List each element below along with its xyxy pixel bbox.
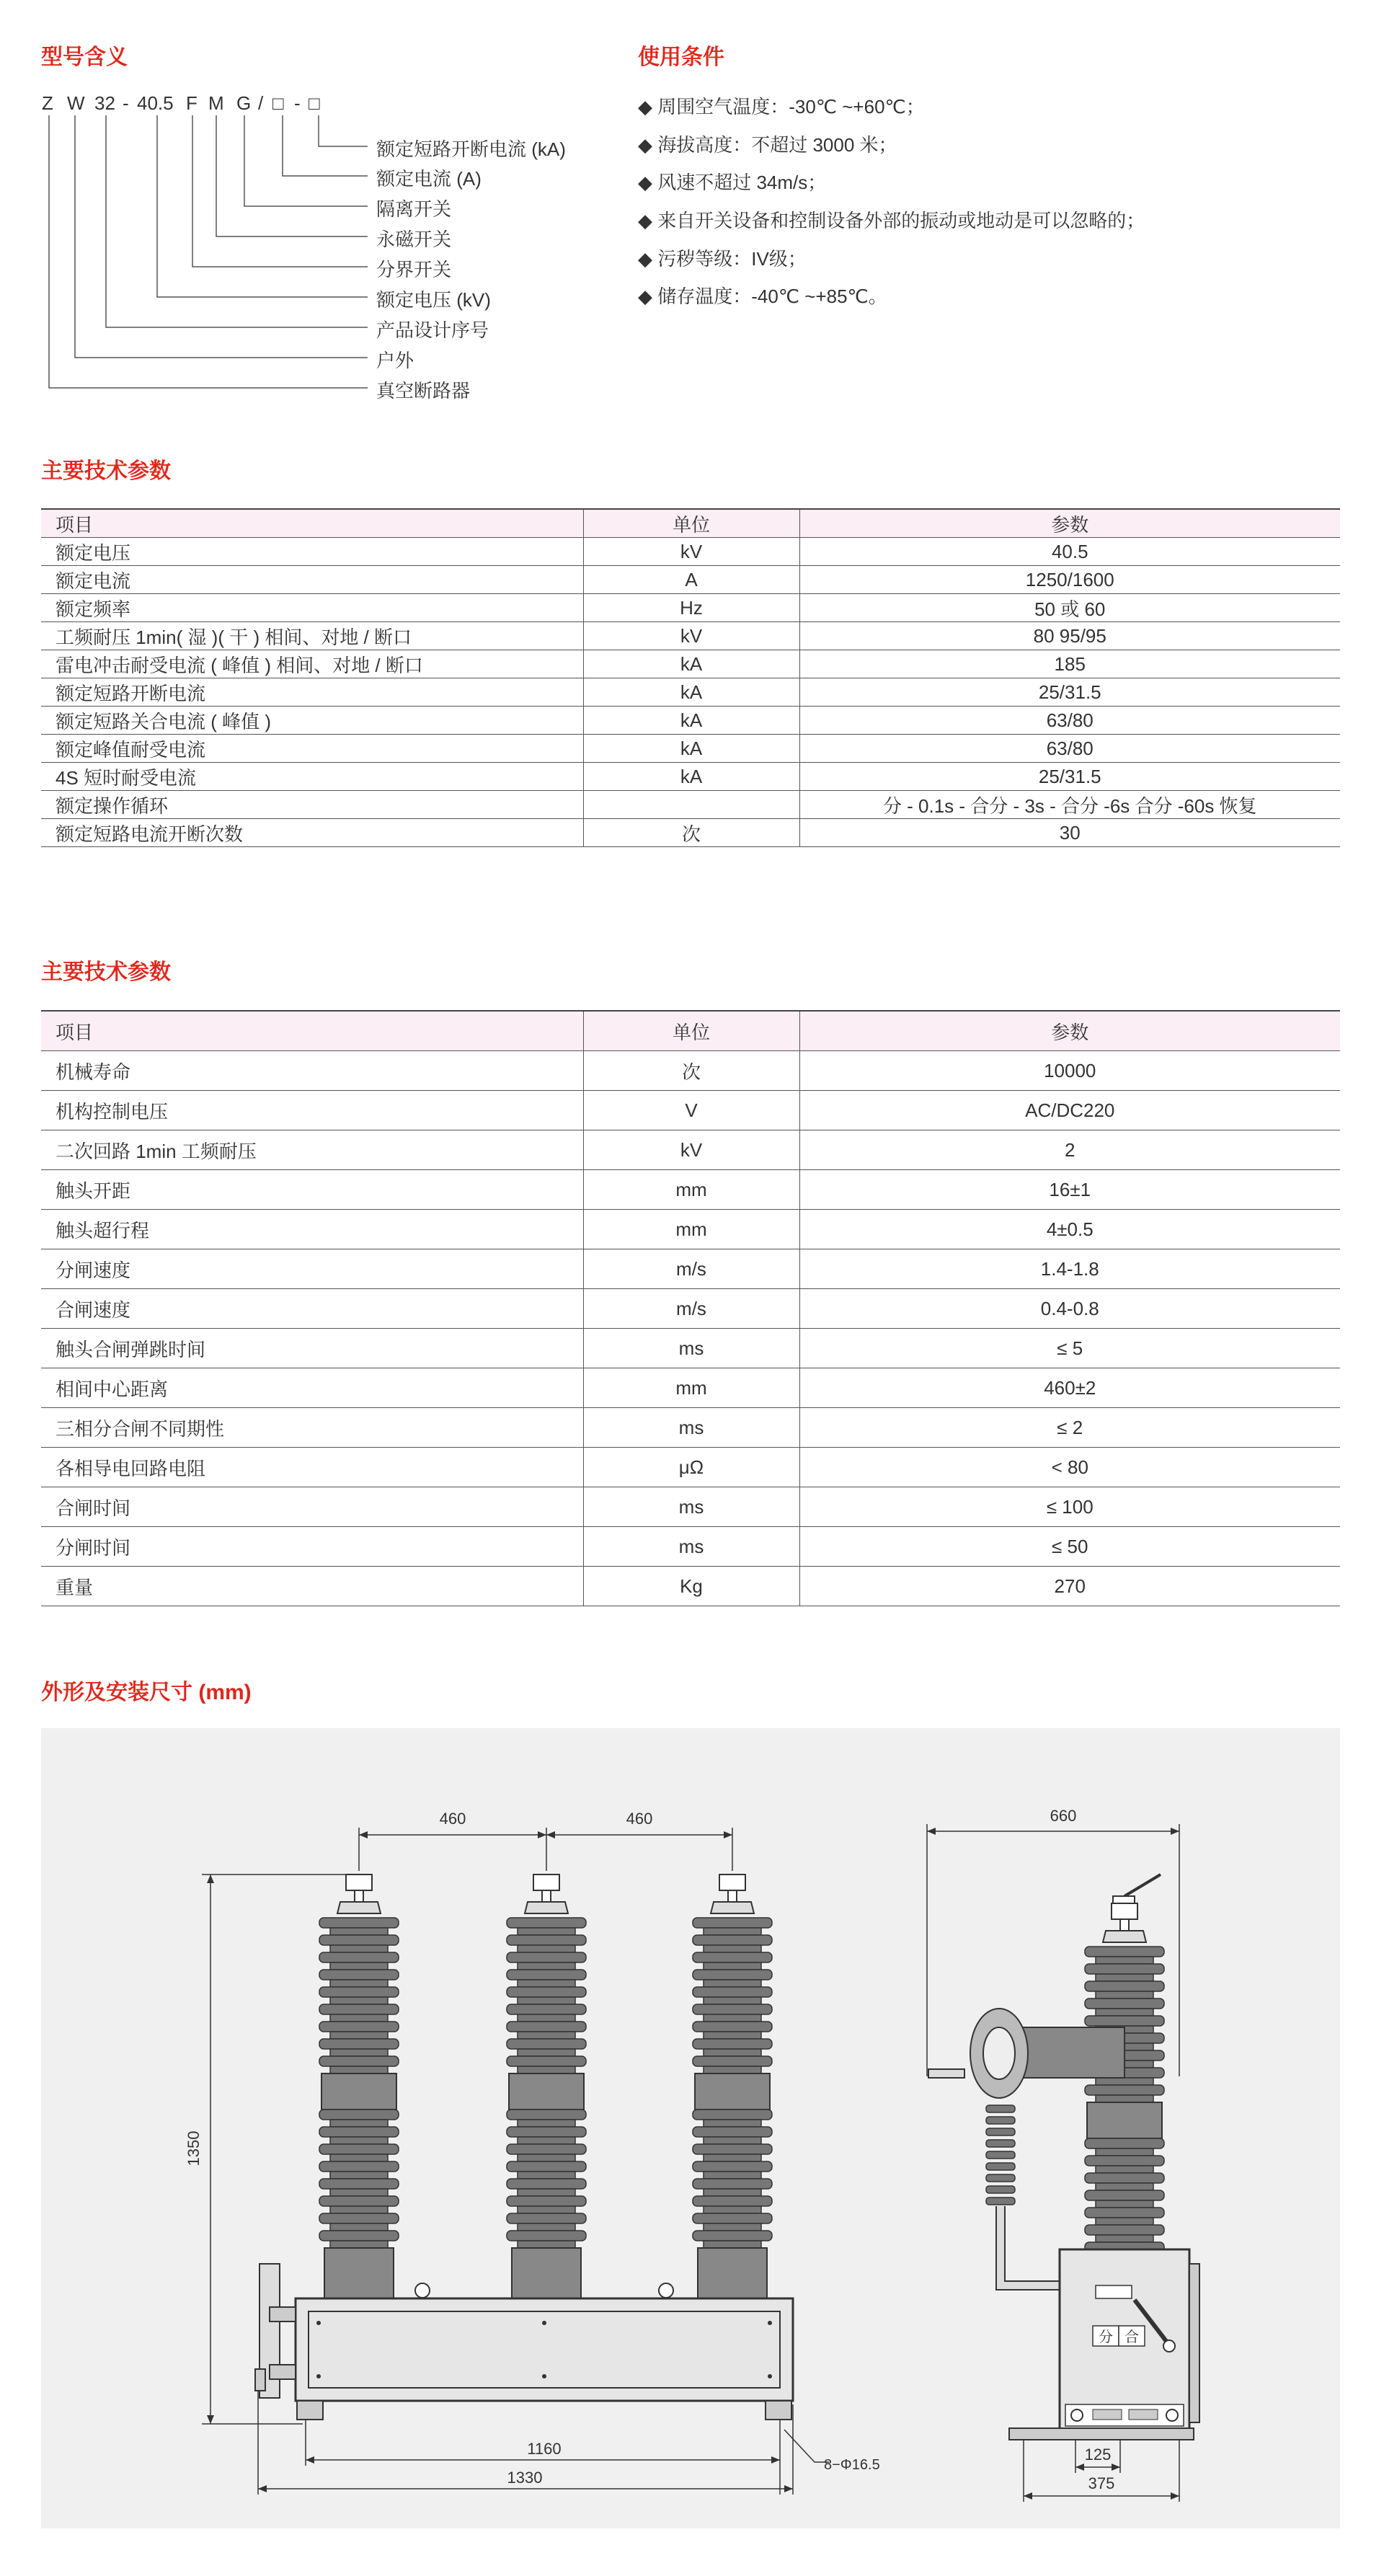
table-cell: 合闸速度 <box>41 1289 583 1329</box>
table-cell: 1250/1600 <box>799 566 1340 594</box>
table-cell: 25/31.5 <box>799 763 1340 791</box>
table-cell: 270 <box>799 1567 1340 1606</box>
table1-title: 主要技术参数 <box>41 459 171 483</box>
table-header-cell: 项目 <box>41 1011 583 1051</box>
code-char: □ <box>272 92 284 114</box>
insulator-pole <box>693 1875 772 2298</box>
table-cell: 30 <box>799 819 1340 847</box>
table-cell: mm <box>583 1368 799 1408</box>
table-cell: < 80 <box>799 1448 1340 1487</box>
table-cell: 4±0.5 <box>799 1210 1340 1249</box>
dim-overall-width: 1330 <box>507 2469 543 2487</box>
table-cell: 雷电冲击耐受电流 ( 峰值 ) 相间、对地 / 断口 <box>41 650 583 678</box>
table-cell: AC/DC220 <box>799 1091 1340 1130</box>
condition-item: ◆ 污秽等级：IV级； <box>638 248 807 270</box>
dim-phase-spacing-2: 460 <box>626 1810 653 1828</box>
table-cell: 触头开距 <box>41 1170 583 1210</box>
model-section-title: 型号含义 <box>41 45 128 69</box>
table-cell: 分闸速度 <box>41 1249 583 1289</box>
table-cell: 4S 短时耐受电流 <box>41 763 583 791</box>
table-cell: kA <box>583 735 799 763</box>
table-cell: 相间中心距离 <box>41 1368 583 1408</box>
table-cell: 16±1 <box>799 1170 1340 1210</box>
conditions-section-title: 使用条件 <box>638 45 724 69</box>
table-cell: kA <box>583 707 799 735</box>
table-cell: kV <box>583 1130 799 1170</box>
meaning-item: 真空断路器 <box>376 380 471 402</box>
bullet-icon: ◆ <box>638 134 652 156</box>
table-cell: 次 <box>583 1051 799 1091</box>
table-cell: m/s <box>583 1289 799 1329</box>
table-cell: 63/80 <box>799 735 1340 763</box>
mechanism-box <box>296 2298 793 2401</box>
table2-title: 主要技术参数 <box>41 960 171 984</box>
table-cell: m/s <box>583 1249 799 1289</box>
insulator-pole <box>507 1875 586 2298</box>
table-cell: 次 <box>583 819 799 847</box>
table-cell: 25/31.5 <box>799 678 1340 707</box>
code-char: G <box>236 92 252 114</box>
table-cell: 分 - 0.1s - 合分 - 3s - 合分 -6s 合分 -60s 恢复 <box>799 791 1340 819</box>
table-header-cell: 单位 <box>583 1011 799 1051</box>
table-cell: 额定电流 <box>41 566 583 594</box>
bullet-icon: ◆ <box>638 172 652 193</box>
meaning-item: 产品设计序号 <box>376 319 489 341</box>
table-cell: kA <box>583 763 799 791</box>
table-cell: 185 <box>799 650 1340 678</box>
table-header-cell: 项目 <box>41 509 583 538</box>
table-cell: 触头超行程 <box>41 1210 583 1249</box>
meaning-item: 额定电流 (A) <box>376 168 482 190</box>
table-cell: 50 或 60 <box>799 594 1340 622</box>
table-cell: kV <box>583 538 799 566</box>
table-cell: 三相分合闸不同期性 <box>41 1408 583 1448</box>
table-cell: 额定电压 <box>41 538 583 566</box>
code-char: W <box>67 92 85 114</box>
code-char: M <box>208 92 224 114</box>
code-char: / <box>258 92 264 114</box>
bullet-icon: ◆ <box>638 248 652 270</box>
table-cell: ≤ 5 <box>799 1329 1340 1368</box>
dim-side-a: 125 <box>1084 2446 1112 2464</box>
table-cell: 1.4-1.8 <box>799 1249 1340 1289</box>
table-cell: μΩ <box>583 1448 799 1487</box>
code-char: - <box>294 92 301 114</box>
table-cell: ≤ 50 <box>799 1527 1340 1567</box>
table-cell: ms <box>583 1329 799 1368</box>
code-char: - <box>123 92 129 114</box>
table-cell: A <box>583 566 799 594</box>
dim-phase-spacing-1: 460 <box>439 1810 466 1828</box>
table-cell: 二次回路 1min 工频耐压 <box>41 1130 583 1170</box>
dim-side-width: 660 <box>1050 1807 1077 1825</box>
meaning-item: 额定电压 (kV) <box>376 289 491 311</box>
code-char: □ <box>309 92 320 114</box>
dim-mount-width: 1160 <box>527 2440 562 2458</box>
condition-item: ◆ 海拔高度：不超过 3000 米； <box>638 134 897 156</box>
meaning-item: 额定短路开断电流 (kA) <box>376 138 566 160</box>
condition-item: ◆ 周围空气温度：-30℃ ~+60℃； <box>638 96 925 118</box>
table-cell: kA <box>583 678 799 707</box>
table-cell: Kg <box>583 1567 799 1606</box>
table-cell: 额定频率 <box>41 594 583 622</box>
table-cell: 触头合闸弹跳时间 <box>41 1329 583 1368</box>
condition-item: ◆ 来自开关设备和控制设备外部的振动或地动是可以忽略的； <box>638 210 1145 231</box>
table-cell: kA <box>583 650 799 678</box>
table-cell: 10000 <box>799 1051 1340 1091</box>
table-cell: ≤ 100 <box>799 1487 1340 1527</box>
table-cell: ms <box>583 1408 799 1448</box>
table-cell: 工频耐压 1min( 湿 )( 干 ) 相间、对地 / 断口 <box>41 622 583 650</box>
dimensions-section-title: 外形及安装尺寸 (mm) <box>41 1681 252 1704</box>
table-cell: 0.4-0.8 <box>799 1289 1340 1329</box>
meaning-item: 分界开关 <box>376 259 452 280</box>
table-cell: 机械寿命 <box>41 1051 583 1091</box>
table-cell: 460±2 <box>799 1368 1340 1408</box>
bullet-icon: ◆ <box>638 210 652 231</box>
table-cell: 额定短路开断电流 <box>41 678 583 707</box>
code-char: Z <box>42 92 53 114</box>
table-cell: 额定短路电流开断次数 <box>41 819 583 847</box>
meaning-item: 隔离开关 <box>376 198 452 220</box>
panel-label-open: 分 <box>1099 2329 1113 2345</box>
meaning-item: 永磁开关 <box>376 229 452 250</box>
table-cell: kV <box>583 622 799 650</box>
dim-side-b: 375 <box>1088 2474 1115 2492</box>
side-view <box>927 1807 1199 2502</box>
code-char: 32 <box>94 92 115 114</box>
table-cell: 重量 <box>41 1567 583 1606</box>
table-cell: 80 95/95 <box>799 622 1340 650</box>
table-cell: mm <box>583 1170 799 1210</box>
table-header-cell: 参数 <box>799 1011 1340 1051</box>
condition-item: ◆ 风速不超过 34m/s； <box>638 172 827 193</box>
code-char: 40.5 <box>137 92 174 114</box>
table-cell: 2 <box>799 1130 1340 1170</box>
insulator-pole <box>319 1875 399 2298</box>
code-char: F <box>186 92 198 114</box>
dim-holes: 8−Φ16.5 <box>824 2457 880 2473</box>
table-header-cell: 单位 <box>583 509 799 538</box>
table-cell: 额定峰值耐受电流 <box>41 735 583 763</box>
table-cell: mm <box>583 1210 799 1249</box>
condition-item: ◆ 储存温度：-40℃ ~+85℃。 <box>638 286 887 307</box>
front-view <box>185 1810 880 2495</box>
bullet-icon: ◆ <box>638 286 652 307</box>
table-cell: 机构控制电压 <box>41 1091 583 1130</box>
panel-label-close: 合 <box>1124 2329 1139 2345</box>
table-cell: 63/80 <box>799 707 1340 735</box>
table-cell: V <box>583 1091 799 1130</box>
table-cell: 额定短路关合电流 ( 峰值 ) <box>41 707 583 735</box>
table-cell: ms <box>583 1527 799 1567</box>
table-cell: 额定操作循环 <box>41 791 583 819</box>
table-header-cell: 参数 <box>799 509 1340 538</box>
table-cell: 40.5 <box>799 538 1340 566</box>
table-cell: Hz <box>583 594 799 622</box>
meaning-item: 户外 <box>376 350 414 371</box>
table-cell: ≤ 2 <box>799 1408 1340 1448</box>
bullet-icon: ◆ <box>638 96 652 118</box>
dim-height: 1350 <box>185 2130 203 2166</box>
table-cell: 合闸时间 <box>41 1487 583 1527</box>
table-cell: 分闸时间 <box>41 1527 583 1567</box>
table-cell: ms <box>583 1487 799 1527</box>
table-cell: 各相导电回路电阻 <box>41 1448 583 1487</box>
